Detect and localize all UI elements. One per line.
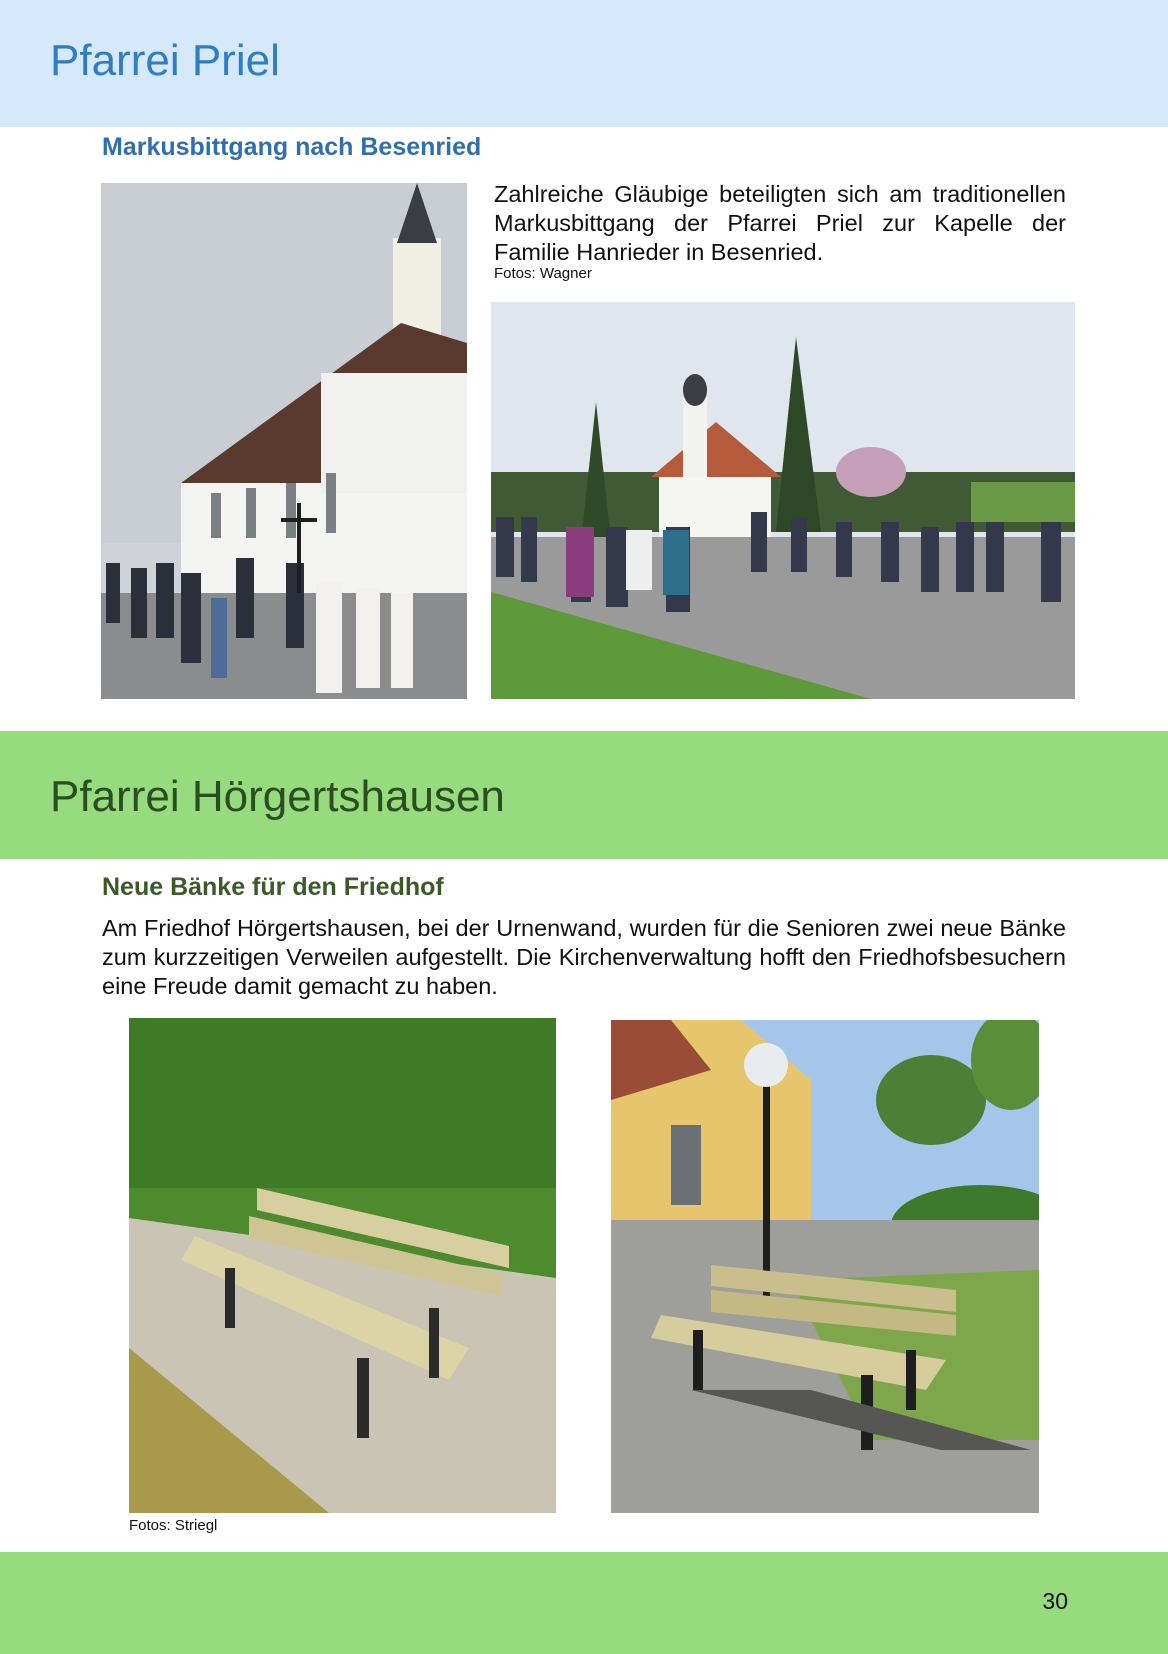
bench-chapel-image [611,1020,1039,1513]
photo-chapel-gathering [491,302,1075,699]
article-heading-baenke: Neue Bänke für den Friedhof [102,873,444,901]
chapel-gathering-image [491,302,1075,699]
photo-bench-hedge [129,1018,556,1513]
photo-bench-chapel [611,1020,1039,1513]
bench-hedge-image [129,1018,556,1513]
photo-church-procession [101,183,467,699]
article-body-baenke: Am Friedhof Hörgertshausen, bei der Urnenwand, wurden für die Senioren zwei neue Bänke zum kurzzeitigen Verweilen aufgestellt. Die Kirchenverwaltung hofft den Friedhofsbesuchern eine Freude damit gemacht zu haben. [102,915,1066,999]
page-number: 30 [1042,1588,1068,1614]
photo-credit-wagner: Fotos: Wagner [494,265,592,282]
church-procession-image [101,183,467,699]
photo-credit-striegl: Fotos: Striegl [129,1517,218,1534]
section-title-hoergertshausen: Pfarrei Hörgertshausen [50,772,505,821]
article-body-markusbittgang: Zahlreiche Gläubige beteiligten sich am traditionellen Markusbittgang der Pfarrei Priel zur Kapelle der Familie Hanrieder in Besenried. [494,181,1066,265]
footer-band [0,1552,1168,1654]
article-heading-markusbittgang: Markusbittgang nach Besenried [102,133,482,161]
section-title-priel: Pfarrei Priel [50,36,280,85]
